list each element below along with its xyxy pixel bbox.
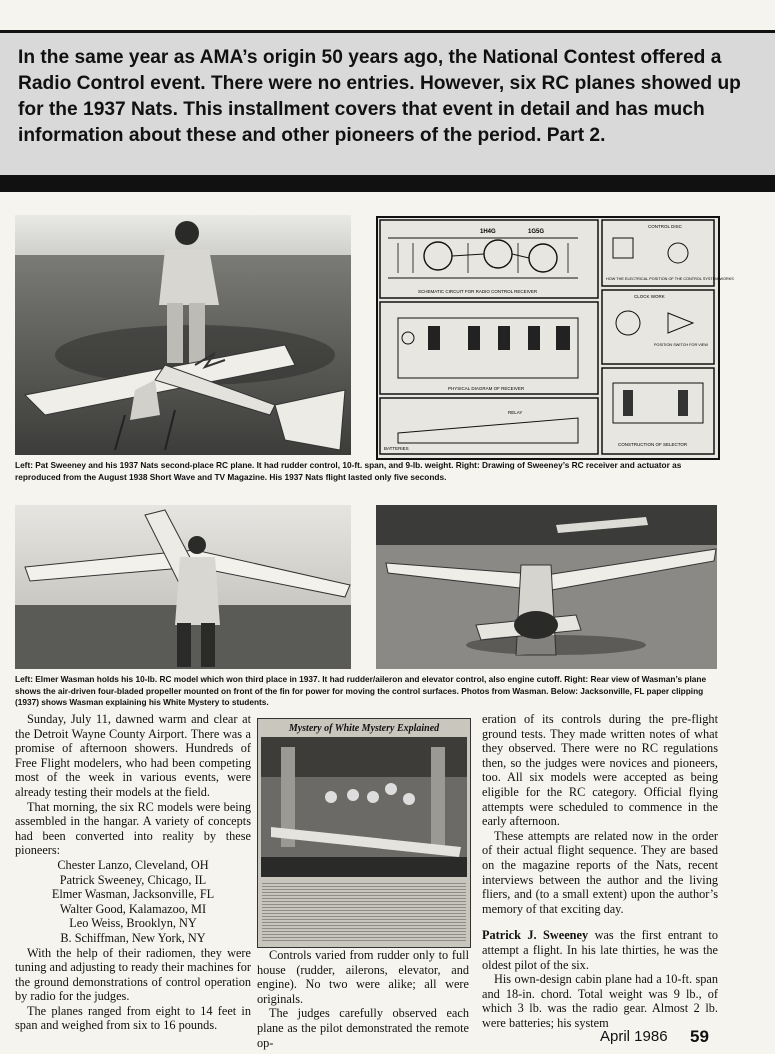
clipping-headline: Mystery of White Mystery Explained [288, 723, 440, 734]
col3-paragraph-4: His own-design cabin plane had a 10-ft. span and 18-in. chord. Total weight was 9 lb., of which 3 lb. was the radio gear. Almost 2 lb. were batteries; his system [482, 972, 718, 1030]
pioneer-item: B. Schiffman, New York, NY [60, 930, 206, 945]
photo-wasman-holding [15, 505, 351, 669]
tube-label-2: 1G5G [528, 229, 545, 235]
physical-caption: PHYSICAL DIAGRAM OF RECEIVER [448, 386, 525, 391]
col3-paragraph-2: These attempts are related now in the order of their actual flight sequence. They are based on the magazine reports of the Nats, recent interviews between the author and the living fliers, and (to a small extent) upon the author’s memory of that exciting day. [482, 828, 718, 916]
clipping-photo [261, 737, 467, 877]
control-disc-label: CONTROL DISC [648, 224, 682, 229]
photo-sweeney-plane [15, 215, 351, 455]
photo-wasman-rear [376, 505, 717, 669]
receiver-diagram [376, 216, 734, 460]
col1-paragraph-3: With the help of their radiomen, they were tuning and adjusting to ready their machines for the ground demonstrations of control operation by radio for the judges. [15, 945, 251, 1004]
pioneer-item: Walter Good, Kalamazoo, MI [59, 901, 207, 916]
pioneer-item: Chester Lanzo, Cleveland, OH [57, 857, 209, 872]
relay-label: RELAY [508, 410, 523, 415]
pioneer-item: Patrick Sweeney, Chicago, IL [59, 872, 207, 887]
battery-label: BATTERIES [384, 446, 409, 451]
col3-paragraph-3 [482, 928, 718, 972]
caption-sweeney: Left: Pat Sweeney and his 1937 Nats second-place RC plane. It had rudder control, 10-ft. span, and 9-lb. weight. Right: Drawing of Sweeney’s RC receiver and actuator as reproduced from the August 1938 Short Wave and TV Magazine. His 1937 Nats flight lasted only five seconds. [15, 460, 682, 482]
column-2 [257, 948, 469, 1050]
col1-paragraph-4: The planes ranged from eight to 14 feet in span and weighed from six to 16 pounds. [15, 1003, 251, 1033]
col3-paragraph-3-text: was the first entrant to attempt a flight. In his late thirties, he was the oldest pilot of the six. [482, 928, 718, 972]
caption-wasman: Left: Elmer Wasman holds his 10-lb. RC model which won third place in 1937. It had rudder/aileron and elevator control, also engine cutoff. Right: Rear view of Wasman’s plane shows the air-driven four-bladed propeller mounted on front of the fin for power for moving the control surfaces. Photos from Wasman. Below: Jacksonville, FL paper clipping (1937) shows Wasman explaining his White Mystery to students. [15, 674, 707, 707]
column-3 [482, 712, 718, 1030]
intro-banner [0, 30, 775, 178]
sweeney-name: Patrick J. Sweeney [482, 928, 589, 943]
pioneer-item: Leo Weiss, Brooklyn, NY [69, 916, 197, 931]
clockwork-label: CLOCK WORK [634, 294, 665, 299]
col1-paragraph-2: That morning, the six RC models were being assembled in the hangar. A variety of concepts had been converted into reality by these pioneers: [15, 799, 251, 858]
column-1 [15, 712, 251, 1033]
position-switch-label: POSITION SWITCH FOR VIEW [654, 343, 708, 347]
page-number: 59 [690, 1027, 709, 1046]
photo-wasman-art [15, 505, 351, 669]
col2-paragraph-1: Controls varied from rudder only to full house (rudder, ailerons, elevator, and engine). No two were alike; all were originals. [257, 948, 469, 1006]
photo-sweeney-art [15, 215, 351, 455]
receiver-diagram-art [378, 218, 734, 458]
col1-paragraph-1: Sunday, July 11, dawned warm and clear at the Detroit Wayne County Airport. There was a promise of afternoon showers. Hundreds of Free Flight modelers, who had been competing most of the week in various events, were already testing their models at the field. [15, 712, 251, 799]
photo-rear-art [376, 505, 717, 669]
intro-text: In the same year as AMA’s origin 50 years ago, the National Contest offered a Radio Control event. There were no entries. However, six RC planes showed up for the 1937 Nats. This installment covers that event in detail and has much information about these and other pioneers of the period. Part 2. [18, 47, 741, 146]
electrical-caption: HOW THE ELECTRICAL POSITION OF THE CONTROL SYSTEM WORKS [606, 277, 734, 281]
issue-date: April 1986 [600, 1028, 668, 1045]
schematic-caption: SCHEMATIC CIRCUIT FOR RADIO CONTROL RECEIVER [418, 289, 538, 294]
pioneer-item: Elmer Wasman, Jacksonville, FL [51, 887, 215, 902]
col3-paragraph-1: eration of its controls during the pre-flight ground tests. They made written notes of what they observed. There were no RC regulations then, so the judges were novices and pioneers, too. All six models were accepted as being eligible for the RC category. Official flying attempts were scheduled to commence in the early afternoon. [482, 712, 718, 829]
clipping-text [262, 881, 466, 943]
col2-paragraph-2: The judges carefully observed each plane as the pilot demonstrated the remote op- [257, 1006, 469, 1050]
tube-label-1: 1H4G [480, 229, 496, 235]
banner-shadow [0, 178, 775, 192]
construction-label: CONSTRUCTION OF SELECTOR [618, 442, 688, 447]
newspaper-clipping [257, 718, 471, 948]
pioneer-list [15, 858, 251, 946]
